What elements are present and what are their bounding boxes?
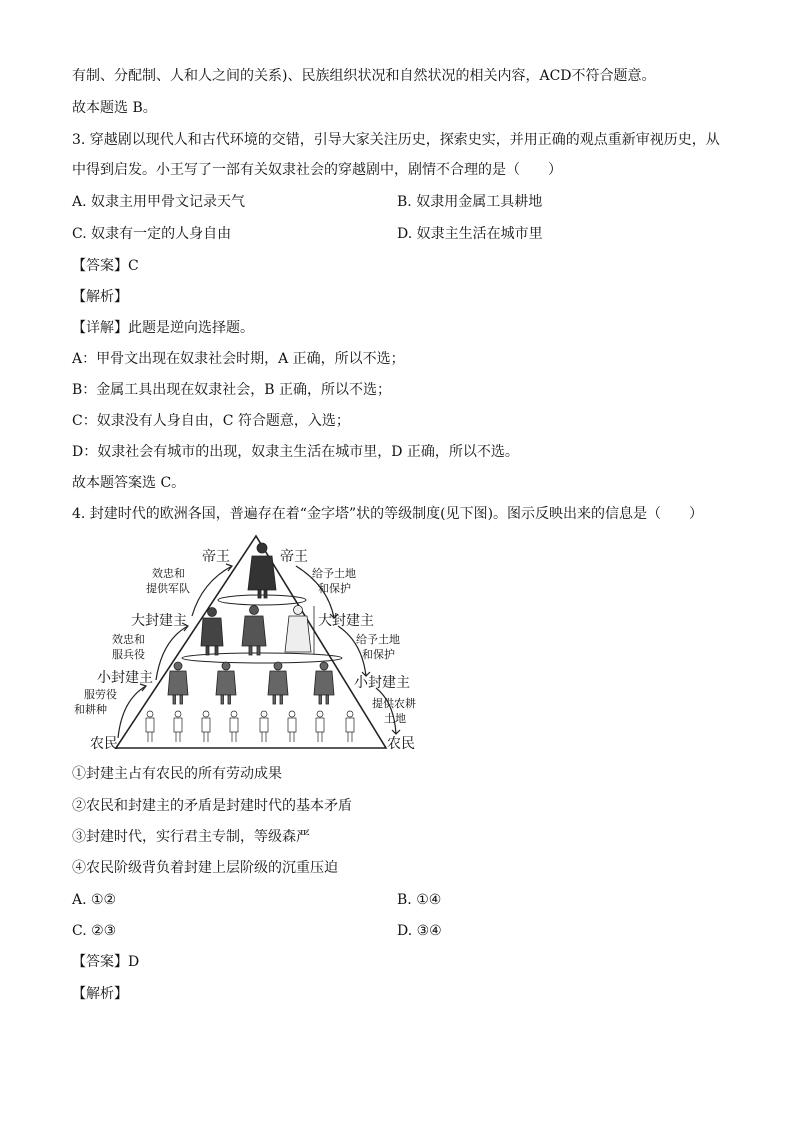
small-lord-figures: [168, 662, 334, 704]
detail-tag: 【详解】: [72, 320, 128, 336]
up-relation-2b: 服兵役: [112, 648, 145, 661]
analysis-4-tag: [72, 984, 128, 1004]
q4-option-a: A. ①②: [72, 892, 117, 908]
detail-line: [72, 318, 254, 338]
small-lord-right-label: 小封建主: [354, 675, 410, 691]
detail-d: D：奴隶社会有城市的出现，奴隶主生活在城市里，D 正确，所以不选。: [72, 444, 519, 460]
down-relation-3a: 提供农耕: [372, 697, 416, 710]
up-relation-3b: 和耕种: [74, 703, 107, 716]
up-relation-2a: 效忠和: [112, 633, 145, 646]
analysis-tag: 【解析】: [72, 289, 128, 305]
up-arrow-3: [118, 686, 146, 738]
q3-option-a: A. 奴隶主用甲骨文记录天气: [72, 194, 246, 210]
answer-4: [72, 952, 139, 972]
feudal-pyramid-diagram: [74, 530, 424, 758]
conclusion-3: 故本题答案选 C。: [72, 475, 186, 491]
q3-option-b: B. 奴隶用金属工具耕地: [397, 194, 543, 210]
q4-option-b: B. ①④: [397, 892, 442, 908]
king-figure: [248, 543, 276, 598]
great-lord-left-label: 大封建主: [131, 613, 187, 629]
answer-value: D: [128, 954, 140, 970]
peasant-figures: [146, 711, 354, 742]
statement-4: ④农民阶级背负着封建上层阶级的沉重压迫: [72, 860, 338, 876]
down-relation-1a: 给予土地: [312, 567, 356, 580]
down-arrow-3: [376, 688, 396, 734]
q3-option-c: C. 奴隶有一定的人身自由: [72, 226, 232, 242]
down-relation-1b: 和保护: [318, 582, 351, 595]
statement-1: ①封建主占有农民的所有劳动成果: [72, 766, 282, 782]
detail-a: A：甲骨文出现在奴隶社会时期，A 正确，所以不选；: [72, 351, 405, 367]
answer-3: [72, 256, 139, 276]
great-lord-right-label: 大封建主: [318, 613, 374, 629]
question-3-line2: 中得到启发。小王写了一部有关奴隶社会的穿越剧中，剧情不合理的是（ ）: [72, 162, 562, 178]
down-relation-2b: 和保护: [362, 648, 395, 661]
emperor-left-label: 帝王: [202, 549, 230, 565]
up-relation-3a: 服劳役: [84, 688, 117, 701]
question-3-line1: 3. 穿越剧以现代人和古代环境的交错，引导大家关注历史，探索史实，并用正确的观点重新审视历史，从: [72, 132, 720, 148]
up-relation-1b: 提供军队: [146, 582, 190, 595]
answer-tag: 【答案】: [72, 258, 128, 274]
text-line: 故本题选 B。: [72, 100, 157, 116]
analysis-3-tag: [72, 287, 128, 307]
q3-option-d: D. 奴隶主生活在城市里: [397, 226, 543, 242]
down-relation-3b: 土地: [384, 712, 406, 725]
q4-option-d: D. ③④: [397, 923, 442, 939]
emperor-right-label: 帝王: [280, 549, 308, 565]
statement-2: ②农民和封建主的矛盾是封建时代的基本矛盾: [72, 798, 352, 814]
tier1-platform: [218, 595, 306, 605]
great-lord-figures: [201, 606, 314, 656]
peasant-left-label: 农民: [90, 736, 118, 752]
question-4: 4. 封建时代的欧洲各国，普遍存在着“金字塔”状的等级制度(见下图)。图示反映出来的信息是（ ）: [72, 506, 704, 522]
analysis-tag: 【解析】: [72, 986, 128, 1002]
detail-b: B：金属工具出现在奴隶社会，B 正确，所以不选；: [72, 382, 392, 398]
answer-value: C: [128, 258, 139, 274]
small-lord-left-label: 小封建主: [97, 670, 153, 686]
peasant-right-label: 农民: [387, 736, 415, 752]
answer-tag: 【答案】: [72, 954, 128, 970]
down-relation-2a: 给予土地: [356, 633, 400, 646]
statement-3: ③封建时代，实行君主专制，等级森严: [72, 829, 310, 845]
up-relation-1a: 效忠和: [152, 567, 185, 580]
detail-text: 此题是逆向选择题。: [128, 320, 254, 336]
q4-option-c: C. ②③: [72, 923, 117, 939]
detail-c: C：奴隶没有人身自由，C 符合题意，入选；: [72, 413, 350, 429]
text-line: 有制、分配制、人和人之间的关系)、民族组织状况和自然状况的相关内容，ACD不符合题意。: [72, 68, 656, 84]
